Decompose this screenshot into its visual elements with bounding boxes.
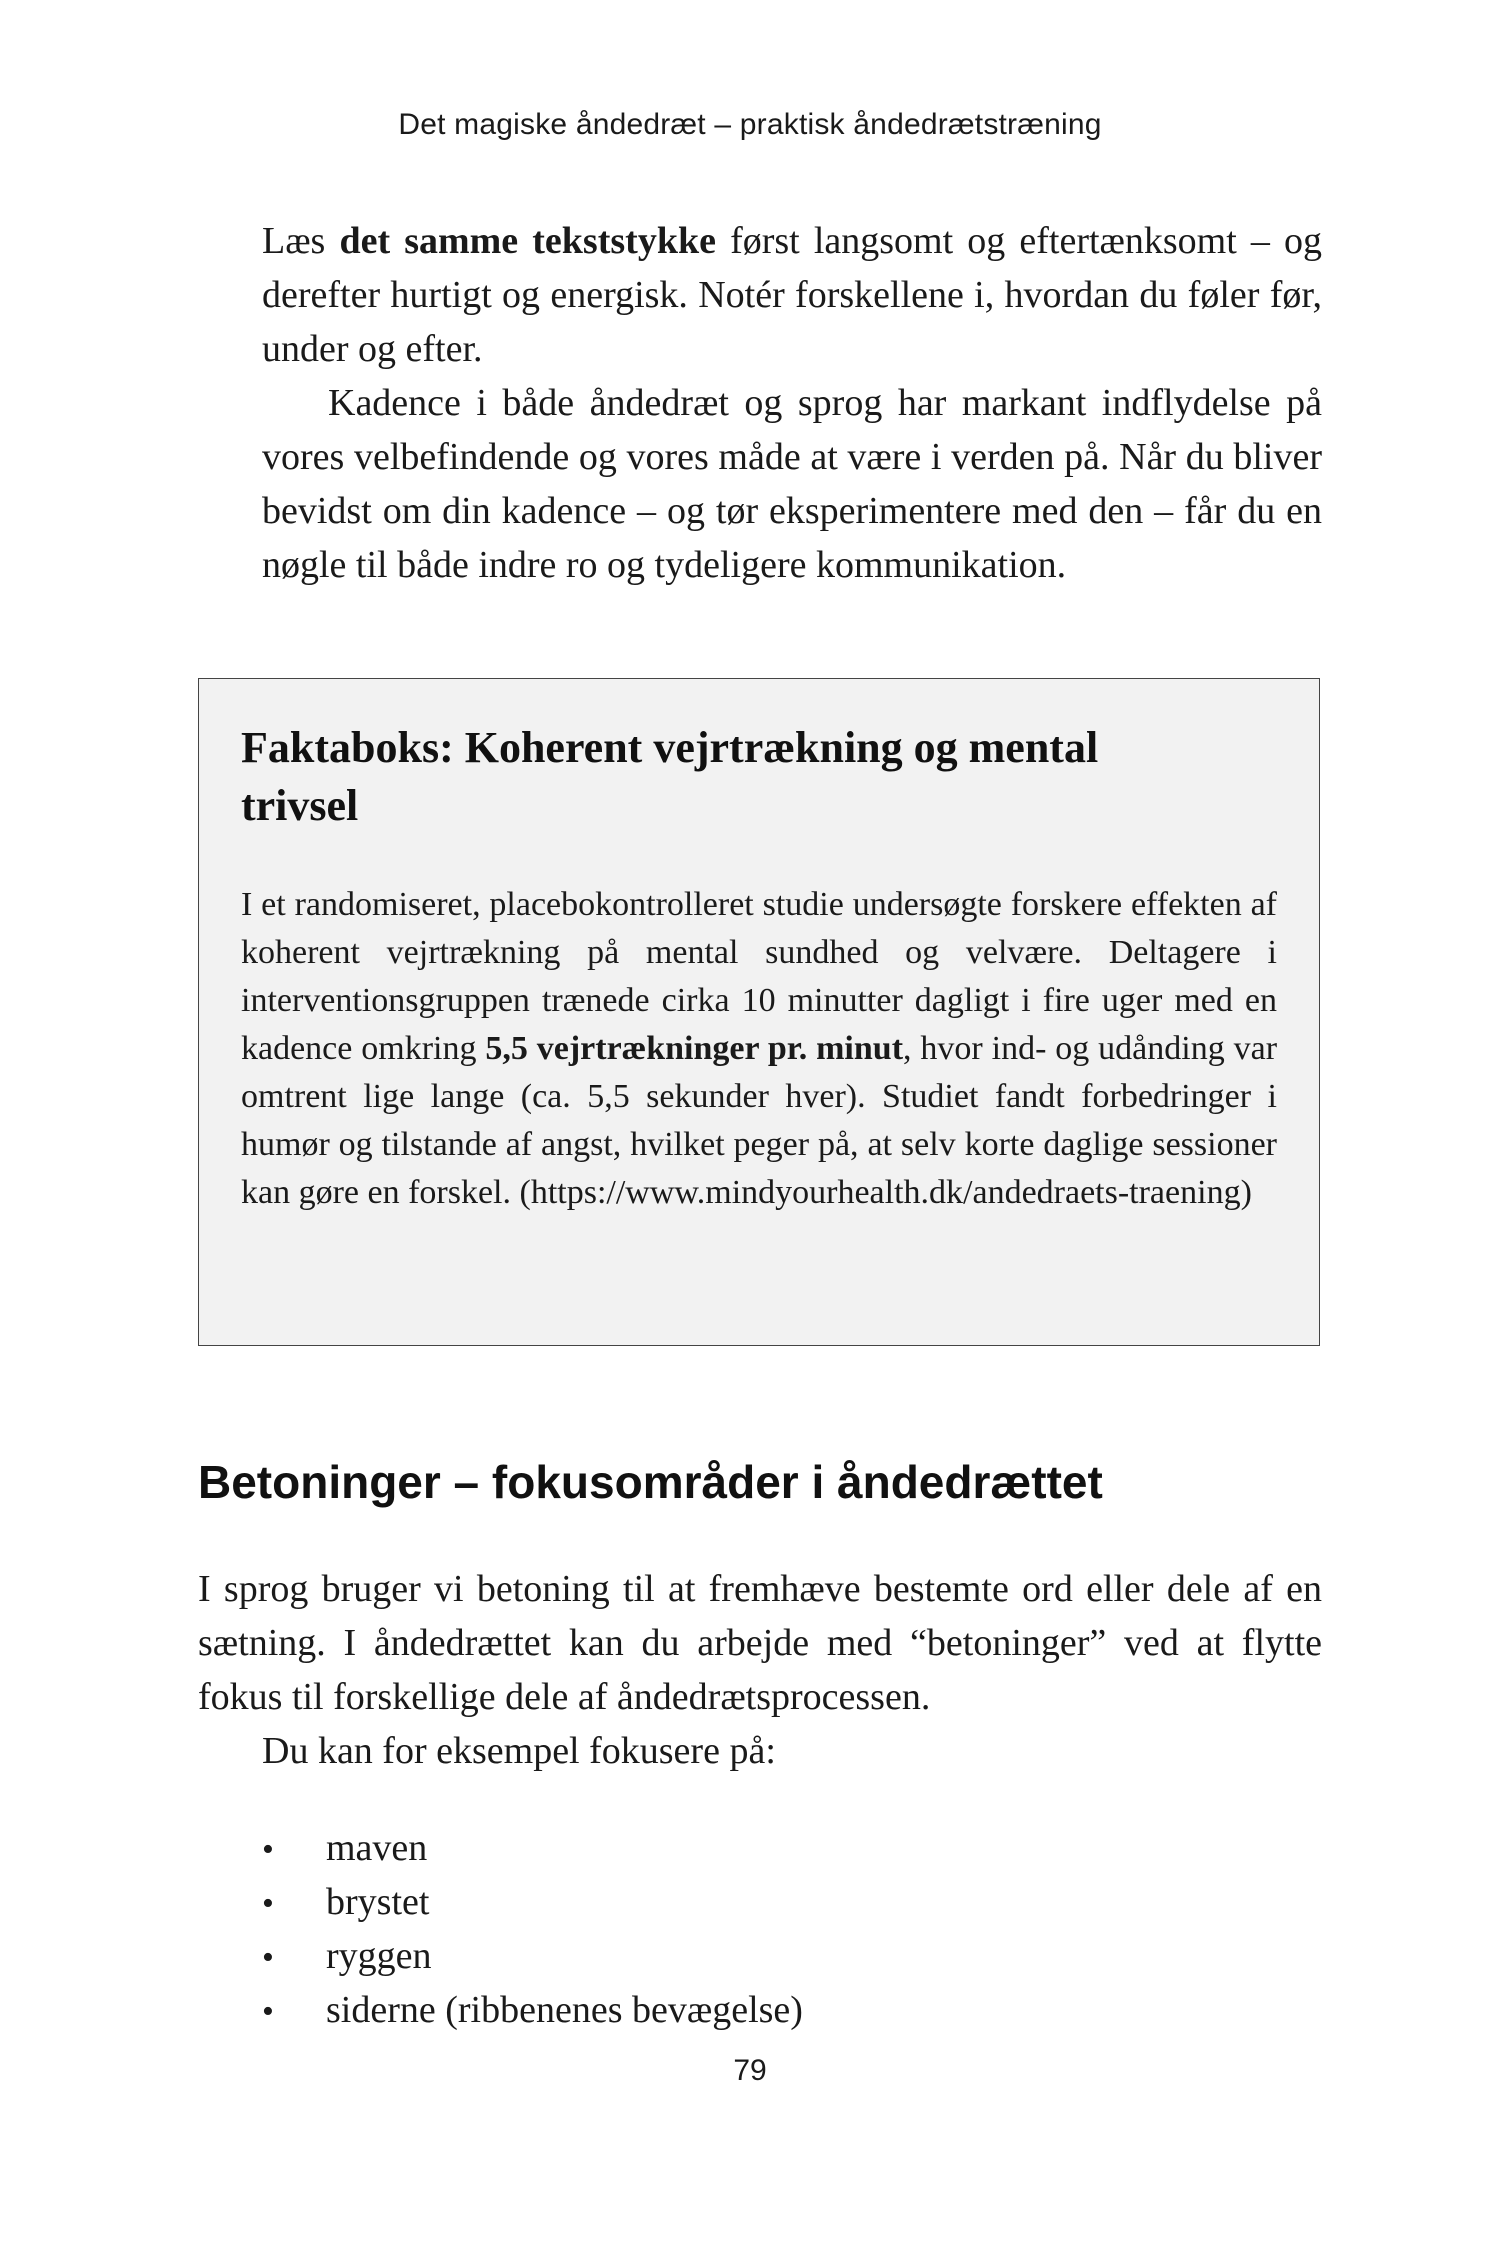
intro-p1-bold: det samme tekststykke <box>339 220 716 262</box>
bullet-icon: • <box>262 1993 274 2030</box>
bullet-icon: • <box>262 1831 274 1868</box>
list-item-text: maven <box>326 1827 428 1869</box>
bullet-icon: • <box>262 1939 274 1976</box>
list-item <box>262 1984 803 2038</box>
page-number: 79 <box>733 2054 767 2087</box>
list-item-text: brystet <box>326 1881 430 1923</box>
list-item-text: ryggen <box>326 1935 432 1977</box>
intro-p1-end: først langsomt og eftertænksomt – og derefter hurtigt og energisk. Notér forskellene i, hvordan du føler før, under og efter. <box>262 220 1322 370</box>
fact-box-body-bold: 5,5 vejrtrækninger pr. minut <box>485 1030 904 1067</box>
fact-box-title: Faktaboks: Koherent vejrtrækning og mental trivsel <box>241 723 1099 830</box>
intro-text-block <box>262 214 1322 592</box>
list-item <box>262 1876 803 1930</box>
intro-paragraph-2: Kadence i både åndedræt og sprog har markant indflydelse på vores velbefindende og vores måde at være i verden på. Når du bliver bevidst om din kadence – og tør eksperimentere med den – får du en nøgle til både indre ro og tydeligere kommunikation. <box>262 382 1322 586</box>
section-heading: Betoninger – fokusområder i åndedrættet <box>198 1456 1103 1508</box>
section-text-block <box>198 1562 1322 1778</box>
fact-box-body-end: , hvor ind- og udånding var omtrent lige lange (ca. 5,5 sekunder hver). Studiet fandt forbedringer i humør og tilstande af angst, hvilket peger på, at selv korte daglige sessioner kan gøre en forskel. (https://www.mindyourhealth.dk/andedraets-traening) <box>241 1030 1278 1211</box>
running-head: Det magiske åndedræt – praktisk åndedrætstræning <box>398 108 1102 141</box>
fact-box-body <box>241 881 1277 1217</box>
bullet-icon: • <box>262 1885 274 1922</box>
intro-paragraph-1 <box>262 214 1322 376</box>
list-item-text: siderne (ribbenenes bevægelse) <box>326 1989 803 2031</box>
section-paragraph-1: I sprog bruger vi betoning til at fremhæve bestemte ord eller dele af en sætning. I åndedrættet kan du arbejde med “betoninger” ved at flytte fokus til forskellige dele af åndedrætsprocessen. <box>198 1568 1322 1718</box>
focus-list <box>262 1822 803 2038</box>
list-item <box>262 1930 803 1984</box>
list-item <box>262 1822 803 1876</box>
fact-box <box>198 678 1320 1346</box>
section-paragraph-2: Du kan for eksempel fokusere på: <box>262 1730 776 1772</box>
fact-box-body-start: I et randomiseret, placebokontrolleret studie undersøgte forskere effekten af koherent vejrtrækning på mental sundhed og velvære. Deltagere i interventionsgruppen trænede cirka 10 minutter dagligt i fire uger med en kadence omkring <box>241 886 1277 1067</box>
intro-p1-start: Læs <box>262 220 340 262</box>
